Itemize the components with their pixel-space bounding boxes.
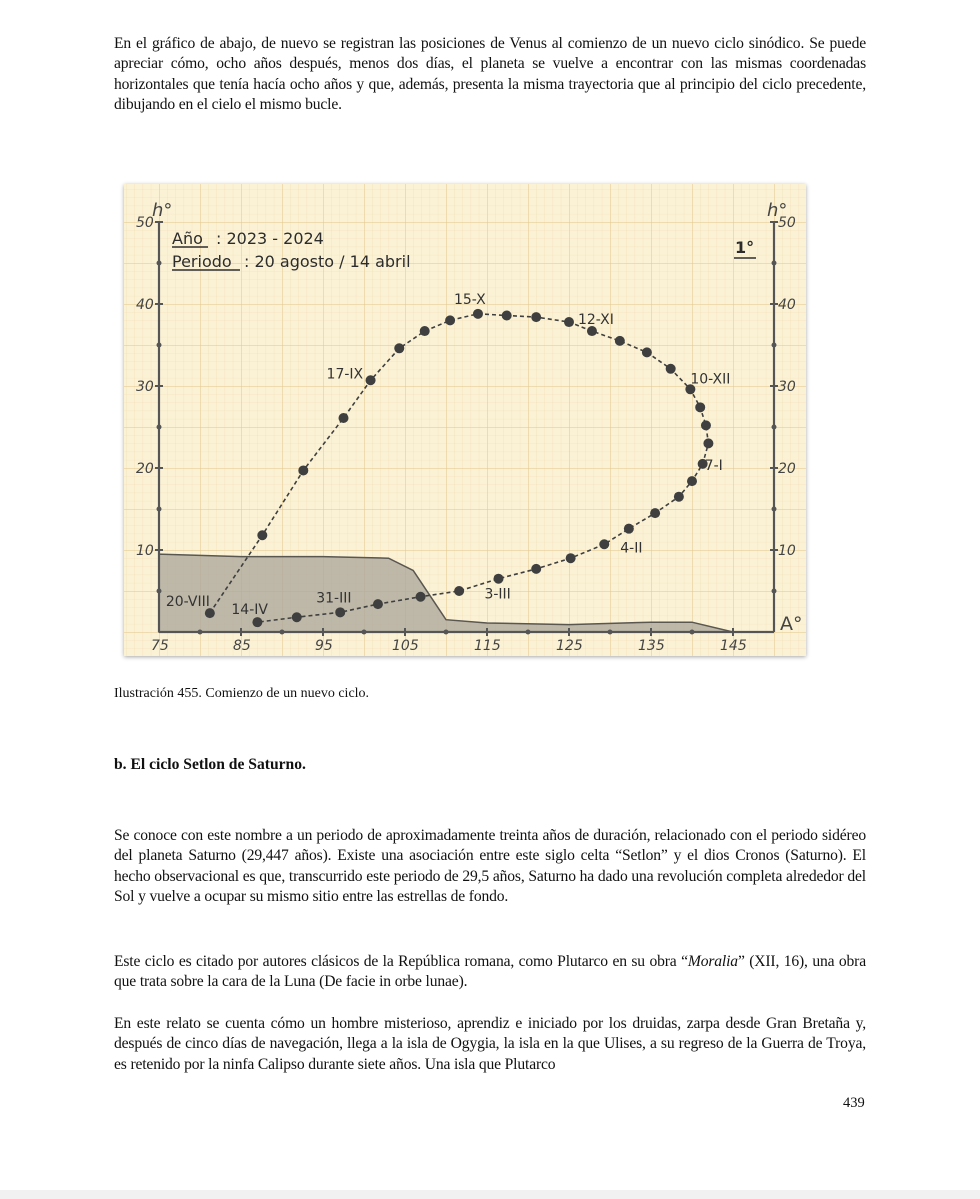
- svg-text:40: 40: [778, 297, 796, 313]
- date-label: 4-II: [620, 540, 643, 557]
- right-axis-title: h°: [767, 200, 788, 221]
- chart-canvas: [124, 184, 806, 656]
- svg-text:135: 135: [638, 638, 665, 654]
- svg-text:40: 40: [136, 297, 154, 313]
- page-number: 439: [843, 1095, 865, 1111]
- section-heading: b. El ciclo Setlon de Saturno.: [114, 756, 306, 773]
- date-label: 15-X: [453, 291, 486, 308]
- svg-text:75: 75: [151, 638, 169, 654]
- period-label: Periodo: [172, 252, 232, 271]
- svg-text:145: 145: [720, 638, 747, 654]
- svg-text:20: 20: [778, 461, 796, 477]
- svg-text:115: 115: [474, 638, 501, 654]
- svg-text:125: 125: [556, 638, 583, 654]
- intro-paragraph: En el gráfico de abajo, de nuevo se registran las posiciones de Venus al comienzo de un nuevo ciclo sinódico. Se puede apreciar cómo, ocho años después, menos dos días, el planeta se vuelve a encontrar con las mismas coordenadas horizontales que tenía hacía ocho años y que, además, presenta la misma trayectoria que al principio del ciclo precedente, dibujando en el cielo el mismo bucle.: [114, 35, 866, 114]
- svg-text:95: 95: [315, 638, 333, 654]
- svg-text:50: 50: [136, 215, 154, 231]
- plutarch-paragraph: [114, 952, 866, 993]
- year-value: : 2023 - 2024: [216, 229, 324, 248]
- date-label: 10-XII: [690, 371, 731, 388]
- figure-caption: Ilustración 455. Comienzo de un nuevo ciclo.: [114, 686, 370, 701]
- date-label: 31-III: [316, 590, 352, 607]
- venus-chart: [124, 184, 806, 656]
- setlon-paragraph: Se conoce con este nombre a un periodo de aproximadamente treinta años de duración, relacionado con el periodo sidéreo del planeta Saturno (29,447 años). Existe una asociación entre este siglo celta “Setlon” y el dios Cronos (Saturno). El hecho observacional es que, transcurrido este periodo de 29,5 años, Saturno ha dado una revolución completa alrededor del Sol y vuelve a ocupar su mismo sitio entre las estrellas de fondo.: [114, 827, 866, 906]
- svg-text:10: 10: [136, 543, 154, 559]
- date-label: 17-IX: [326, 366, 364, 383]
- plutarch-text-after: ” (XII, 16), una obra que trata sobre la cara de la Luna (De facie in orbe lunae).: [114, 953, 866, 991]
- period-value: : 20 agosto / 14 abril: [244, 252, 411, 271]
- moralia-title: Moralia: [687, 953, 738, 970]
- svg-text:85: 85: [233, 638, 251, 654]
- svg-text:30: 30: [136, 379, 154, 395]
- viewer-bottom-edge: [0, 1190, 980, 1199]
- scale-label: 1°: [735, 238, 755, 257]
- svg-text:50: 50: [778, 215, 796, 231]
- plutarch-text-before: Este ciclo es citado por autores clásicos de la República romana, como Plutarco en su obra “: [114, 953, 688, 970]
- ogygia-paragraph: En este relato se cuenta cómo un hombre misterioso, aprendiz e iniciado por los druidas, zarpa desde Gran Bretaña y, después de cinco días de navegación, llega a la isla de Ogygia, la isla en la que Ulises, a su regreso de la Guerra de Troya, es retenido por la ninfa Calipso durante siete años. Una isla que Plutarco: [114, 1015, 866, 1073]
- date-label: 20-VIII: [165, 594, 210, 611]
- year-label: Año: [172, 229, 203, 248]
- date-label: 3-III: [484, 586, 511, 603]
- date-label: 7-I: [704, 457, 723, 474]
- date-label: 14-IV: [231, 602, 268, 619]
- svg-text:105: 105: [392, 638, 419, 654]
- left-axis-title: h°: [152, 200, 173, 221]
- svg-text:30: 30: [778, 379, 796, 395]
- x-axis-title: A°: [780, 613, 803, 635]
- svg-text:10: 10: [778, 543, 796, 559]
- date-label: 12-XI: [577, 312, 614, 329]
- svg-text:20: 20: [136, 461, 154, 477]
